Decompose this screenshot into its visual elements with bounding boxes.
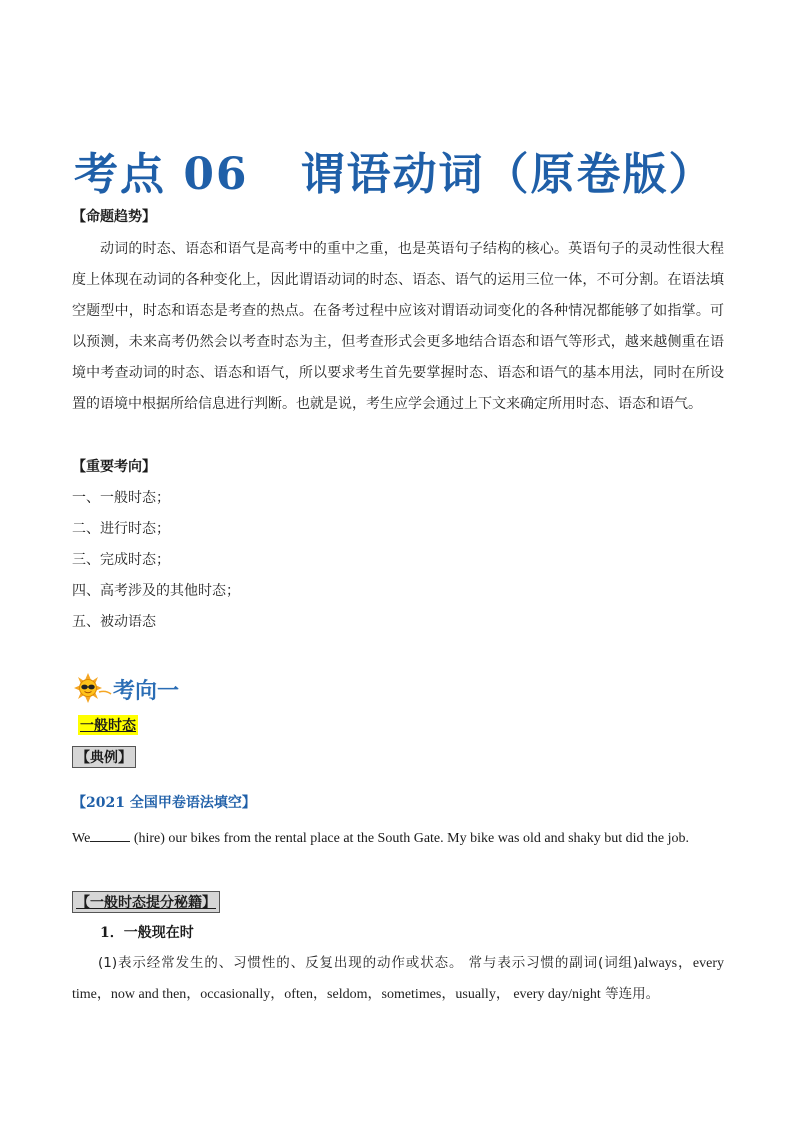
trend-paragraph: 动词的时态、语态和语气是高考中的重中之重，也是英语句子结构的核心。英语句子的灵动性很大程度上体现在动词的各种变化上，因此谓语动词的时态、语态、语气的运用三位一体，不可分割。在语法填空题型中，时态和语态是考查的热点。在备考过程中应该对谓语动词变化的各种情况都能够了如指掌。可以预测，未来高考仍然会以考查时态为主，但考查形式会更多地结合语态和语气等形式，越来越侧重在语境中考查动词的时态、语态和语气，所以要求考生首先要掌握时态、语态和语气的基本用法，同时在所设置的语境中根据所给信息进行判断。也就是说，考生应学会通过上下文来确定所用时态、语态和语气。 bbox=[72, 241, 724, 412]
usage-english: always，every time，now and then，occasionally，often，seldom，sometimes，usually， every day/night bbox=[72, 956, 724, 1002]
usage-end: 等连用。 bbox=[600, 986, 660, 1002]
question-text-end: (hire) our bikes from the rental place at the South Gate. My bike was old and shaky but did the job. bbox=[130, 831, 690, 846]
direction-item: 四、高考涉及的其他时态； bbox=[72, 583, 240, 599]
question-sentence bbox=[72, 829, 689, 847]
tips-label: 【一般时态提分秘籍】 bbox=[72, 891, 220, 913]
page-title bbox=[74, 138, 715, 202]
title-prefix: 考点 06 bbox=[74, 149, 249, 200]
sun-with-sunglasses-icon bbox=[72, 672, 112, 704]
trend-label: 【命题趋势】 bbox=[72, 209, 156, 225]
directions-label: 【重要考向】 bbox=[72, 459, 156, 475]
sub-heading: 1．一般现在时 bbox=[100, 925, 194, 941]
usage-chinese: (1)表示经常发生的、习惯性的、反复出现的动作或状态。 常与表示习惯的副词(词组) bbox=[98, 955, 639, 971]
question-source: 【2021 全国甲卷语法填空】 bbox=[72, 795, 256, 811]
title-main: 谓语动词（原卷版） bbox=[300, 149, 715, 200]
direction-item: 五、被动语态 bbox=[72, 614, 156, 630]
direction-item: 二、进行时态； bbox=[72, 521, 170, 537]
usage-paragraph bbox=[72, 948, 724, 1010]
direction-item: 一、一般时态； bbox=[72, 490, 170, 506]
example-label: 【典例】 bbox=[72, 746, 136, 768]
answer-blank[interactable] bbox=[90, 829, 130, 842]
direction-one-heading: 考向一 bbox=[113, 678, 180, 704]
topic-highlight: 一般时态 bbox=[78, 715, 138, 735]
direction-item: 三、完成时态； bbox=[72, 552, 170, 568]
question-text-start: We bbox=[72, 831, 91, 846]
